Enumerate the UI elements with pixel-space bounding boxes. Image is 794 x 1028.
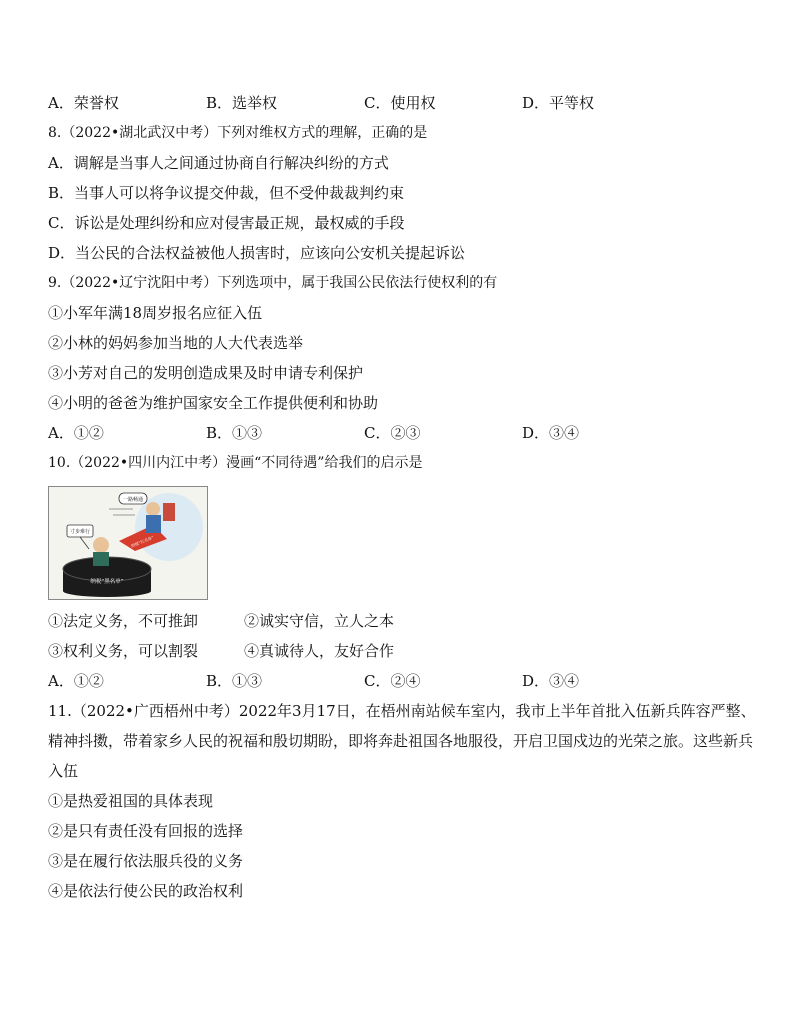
q10-item-2: ②诚实守信，立人之本 <box>244 612 395 630</box>
q8-choice-d[interactable]: D．当公民的合法权益被他人损害时，应该向公安机关提起诉讼 <box>48 244 466 262</box>
q8-choice-b[interactable]: B．当事人可以将争议提交仲裁，但不受仲裁裁判约束 <box>48 184 405 202</box>
cartoon-sign-left: 寸步难行 <box>69 529 91 535</box>
q11-stem: 11.（2022•广西梧州中考）2022年3月17日，在梧州南站候车室内，我市上半年首批入伍新兵阵容严整、精神抖擞，带着家乡人民的祝福和殷切期盼，即将奔赴祖国各地服役，开启卫国戍边的光荣之旅。这些新兵入伍 <box>48 702 756 780</box>
q10-item-4: ④真诚待人，友好合作 <box>244 642 395 660</box>
q9-item-4: ④小明的爸爸为维护国家安全工作提供便利和协助 <box>48 394 379 412</box>
q10-option-a[interactable]: A．①② <box>48 672 104 690</box>
q11-item-2: ②是只有责任没有回报的选择 <box>48 822 244 840</box>
q10-item-1: ①法定义务，不可推卸 <box>48 612 199 630</box>
worksheet-page <box>48 88 758 906</box>
q8-stem: 8.（2022•湖北武汉中考）下列对维权方式的理解，正确的是 <box>48 125 428 141</box>
q9-item-2: ②小林的妈妈参加当地的人大代表选举 <box>48 334 304 352</box>
q9-option-c[interactable]: C．②③ <box>364 424 421 442</box>
q8-choice-a[interactable]: A．调解是当事人之间通过协商自行解决纠纷的方式 <box>48 154 389 172</box>
q7-option-b[interactable]: B．选举权 <box>206 94 278 112</box>
q9-options <box>48 418 758 448</box>
q9-option-d[interactable]: D．③④ <box>522 424 580 442</box>
cartoon-pit-label: 纳税“黑名单” <box>90 579 124 585</box>
q10-option-b[interactable]: B．①③ <box>206 672 263 690</box>
cartoon-sign-top: 一路畅通 <box>122 497 144 503</box>
cartoon-carpet-label: 纳税“红名单” <box>130 534 155 549</box>
q9-item-1: ①小军年满18周岁报名应征入伍 <box>48 304 263 322</box>
q7-option-d[interactable]: D．平等权 <box>522 94 595 112</box>
q11-item-3: ③是在履行依法服兵役的义务 <box>48 852 244 870</box>
q10-items-row1 <box>48 606 758 636</box>
q8-choice-c[interactable]: C．诉讼是处理纠纷和应对侵害最正规，最权威的手段 <box>48 214 405 232</box>
q10-items-row2 <box>48 636 758 666</box>
q7-option-c[interactable]: C．使用权 <box>364 94 436 112</box>
q9-stem: 9.（2022•辽宁沈阳中考）下列选项中，属于我国公民依法行使权利的有 <box>48 275 498 291</box>
q10-cartoon-image <box>48 486 208 600</box>
q10-item-3: ③权利义务，可以割裂 <box>48 642 199 660</box>
q11-item-1: ①是热爱祖国的具体表现 <box>48 792 214 810</box>
q10-option-d[interactable]: D．③④ <box>522 672 580 690</box>
q7-option-a[interactable]: A．荣誉权 <box>48 94 119 112</box>
q10-options <box>48 666 758 696</box>
q9-item-3: ③小芳对自己的发明创造成果及时申请专利保护 <box>48 364 364 382</box>
q7-options <box>48 88 758 118</box>
q9-option-b[interactable]: B．①③ <box>206 424 263 442</box>
q10-stem: 10.（2022•四川内江中考）漫画“不同待遇”给我们的启示是 <box>48 455 423 471</box>
q11-item-4: ④是依法行使公民的政治权利 <box>48 882 244 900</box>
q9-option-a[interactable]: A．①② <box>48 424 104 442</box>
q10-option-c[interactable]: C．②④ <box>364 672 421 690</box>
